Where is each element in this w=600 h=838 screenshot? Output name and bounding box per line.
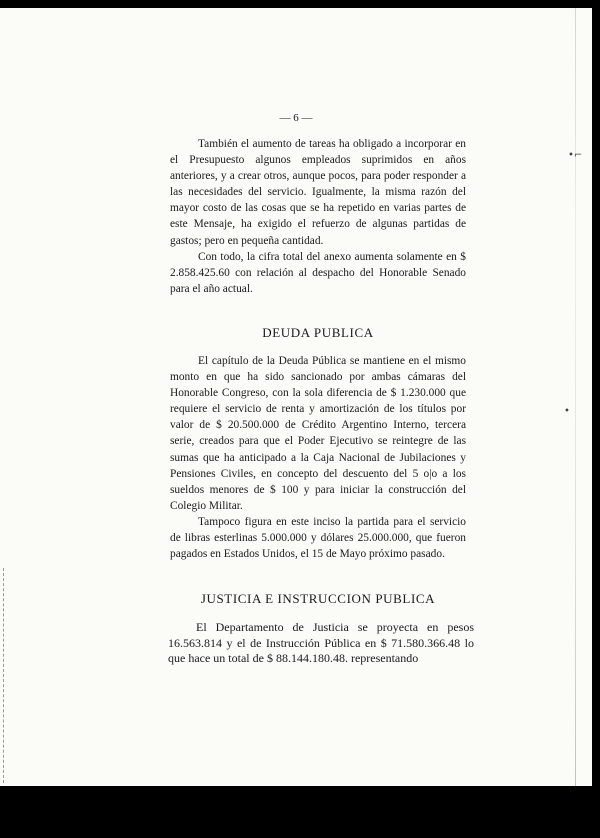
justicia-text [168, 620, 474, 667]
section-heading-justicia: JUSTICIA E INSTRUCCION PUBLICA [200, 591, 436, 606]
page-fold-shadow [575, 8, 576, 786]
deuda-paragraph-2: Tampoco figura en este inciso la partida para el servicio de libras esterlinas 5.000.000 y dólares 25.000.000, que fueron pagados en Estados Unidos, el 15 de Mayo próximo pasado. [170, 515, 466, 561]
scan-bottom-border [0, 786, 600, 838]
margin-mark-right: • [564, 406, 570, 417]
document-page [0, 8, 592, 786]
page-edge-marks [3, 568, 6, 783]
section-heading-deuda: DEUDA PUBLICA [262, 325, 374, 340]
deuda-paragraph-1: El capítulo de la Deuda Pública se mantiene en el mismo monto en que ha sido sancionado por ambas cámaras del Honorable Congreso, con la sola diferencia de $ 1.230.000 que requiere el servicio de renta y amortización de los títulos por valor de $ 20.500.000 de Crédito Argentino Interno, tercera serie, creados para que el Poder Ejecutivo se reintegre de las sumas que ha anticipado a la Caja Nacional de Jubilaciones y Pensiones Civiles, en concepto del descuento del 5 o|o a los sueldos menores de $ 100 y para iniciar la construcción del Colegio Militar. [170, 355, 466, 512]
intro-paragraph-2: Con todo, la cifra total del anexo aumenta solamente en $ 2.858.425.60 con relación al despacho del Honorable Senado para el año actual. [170, 250, 466, 295]
intro-paragraph-1: También el aumento de tareas ha obligado a incorporar en el Presupuesto algunos empleados suprimidos en años anteriores, y a crear otros, aunque pocos, para poder responder a las necesidades del servicio. Igualmente, la misma razón del mayor costo de las cosas que se ha repetido en varias partes de este Mensaje, ha exigido el refuerzo de algunas partidas de gastos; pero en pequeña cantidad. [170, 138, 466, 247]
deuda-text [170, 353, 466, 562]
margin-mark-top: •⌐ [568, 150, 583, 161]
intro-text [170, 136, 466, 297]
page-number: — 6 — [279, 112, 313, 124]
justicia-paragraph-1: El Departamento de Justicia se proyecta en pesos 16.563.814 y el de Instrucción Pública en $ 71.580.366.48 lo que hace un total de $ 88.144.180.48. representando [168, 620, 474, 666]
